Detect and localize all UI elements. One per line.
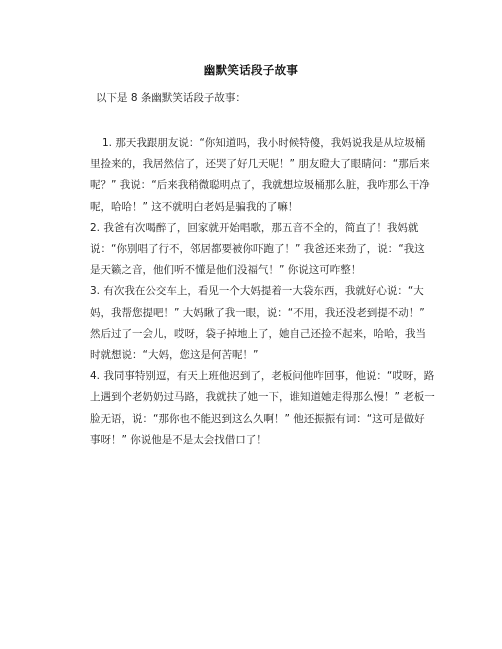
joke-paragraph-1: 1. 那天我跟朋友说：“你知道吗，我小时候特傻，我妈说我是从垃圾桶里捡来的，我居然信了，还哭了好几天呢！” 朋友瞪大了眼睛问：“那后来呢？” 我说：“后来我稍微聪明点了，我就想垃圾桶那么脏，我咋那么干净呢，哈哈！” 这不就明白老妈是骗我的了嘛！ — [90, 137, 430, 213]
document-intro: 以下是 8 条幽默笑话段子故事： — [96, 92, 246, 104]
joke-paragraph-2: 2. 我爸有次喝醉了，回家就开始唱歌，那五音不全的，简直了！我妈就说：“你别唱了行不，邻居都要被你吓跑了！” 我爸还来劲了，说：“我这是天籁之音，他们听不懂是他们没福气！” 你说这可咋整！ — [90, 221, 425, 277]
document-title: 幽默笑话段子故事 — [203, 63, 299, 77]
joke-paragraph-4: 4. 我同事特别逗，有天上班他迟到了，老板问他咋回事，他说：“哎呀，路上遇到个老奶奶过马路，我就扶了她一下，谁知道她走得那么慢！” 老板一脸无语，说：“那你也不能迟到这么久啊！” 他还振振有词：“这可是做好事呀！” 你说他是不是太会找借口了！ — [90, 370, 435, 446]
joke-paragraph-3: 3. 有次我在公交车上，看见一个大妈提着一大袋东西，我就好心说：“大妈，我帮您提吧！” 大妈瞅了我一眼，说：“不用，我还没老到提不动！” 然后过了一会儿，哎呀，袋子掉地上了，她自己还捡不起来，哈哈，我当时就想说：“大妈，您这是何苦呢！” — [90, 285, 426, 362]
document-body — [90, 133, 435, 451]
